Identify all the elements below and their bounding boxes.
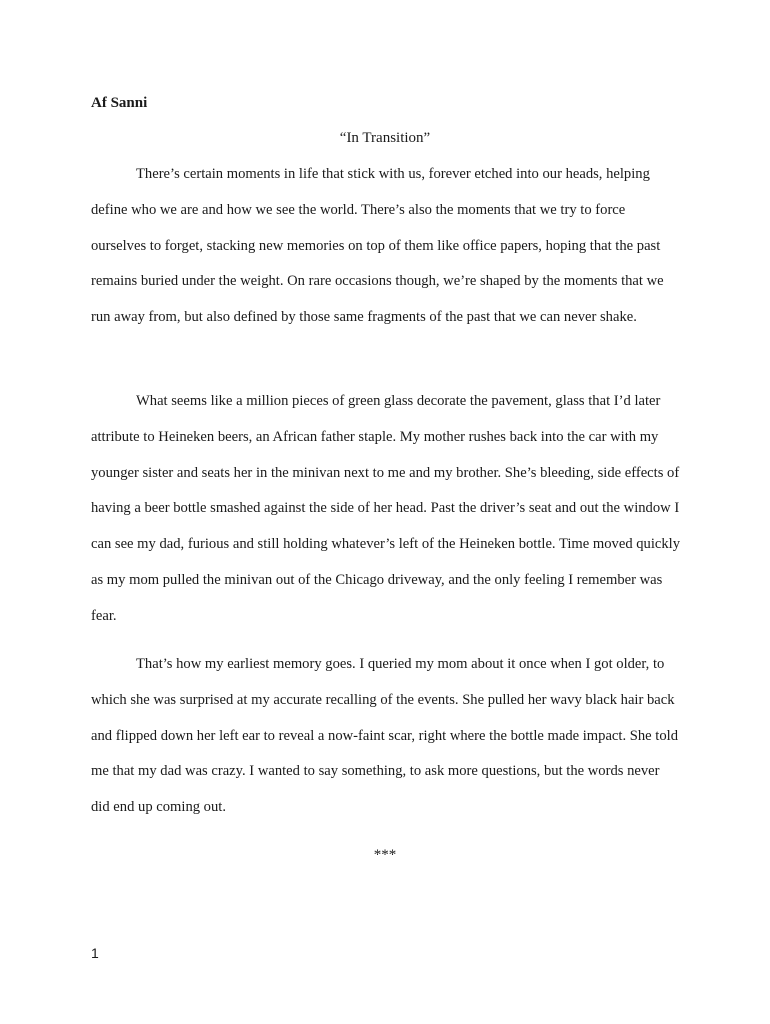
- page-number: 1: [91, 945, 99, 961]
- document-title: “In Transition”: [339, 130, 431, 146]
- paragraph-2: What seems like a million pieces of green glass decorate the pavement, glass that I’d later attribute to Heineken beers, an African father staple. My mother rushes back into the car with my younger sister and seats her in the minivan next to me and my brother. She’s bleeding, side effects of having a beer bottle smashed against the side of her head. Past the driver’s seat and out the window I can see my dad, furious and still holding whatever’s left of the Heineken bottle. Time moved quickly as my mom pulled the minivan out of the Chicago driveway, and the only feeling I remember was fear.: [91, 393, 681, 624]
- paragraph-3: That’s how my earliest memory goes. I queried my mom about it once when I got older, to which she was surprised at my accurate recalling of the events. She pulled her wavy black hair back and flipped down her left ear to reveal a now-faint scar, right where the bottle made impact. She told me that my dad was crazy. I wanted to say something, to ask more questions, but the words never did end up coming out.: [91, 656, 679, 816]
- section-break: ***: [373, 847, 397, 863]
- author-name: Af Sanni: [91, 95, 148, 111]
- paragraph-1: There’s certain moments in life that stick with us, forever etched into our heads, helping define who we are and how we see the world. There’s also the moments that we try to force ourselves to forget, stacking new memories on top of them like office papers, hoping that the past remains buried under the weight. On rare occasions though, we’re shaped by the moments that we run away from, but also defined by those same fragments of the past that we can never shake.: [91, 166, 664, 326]
